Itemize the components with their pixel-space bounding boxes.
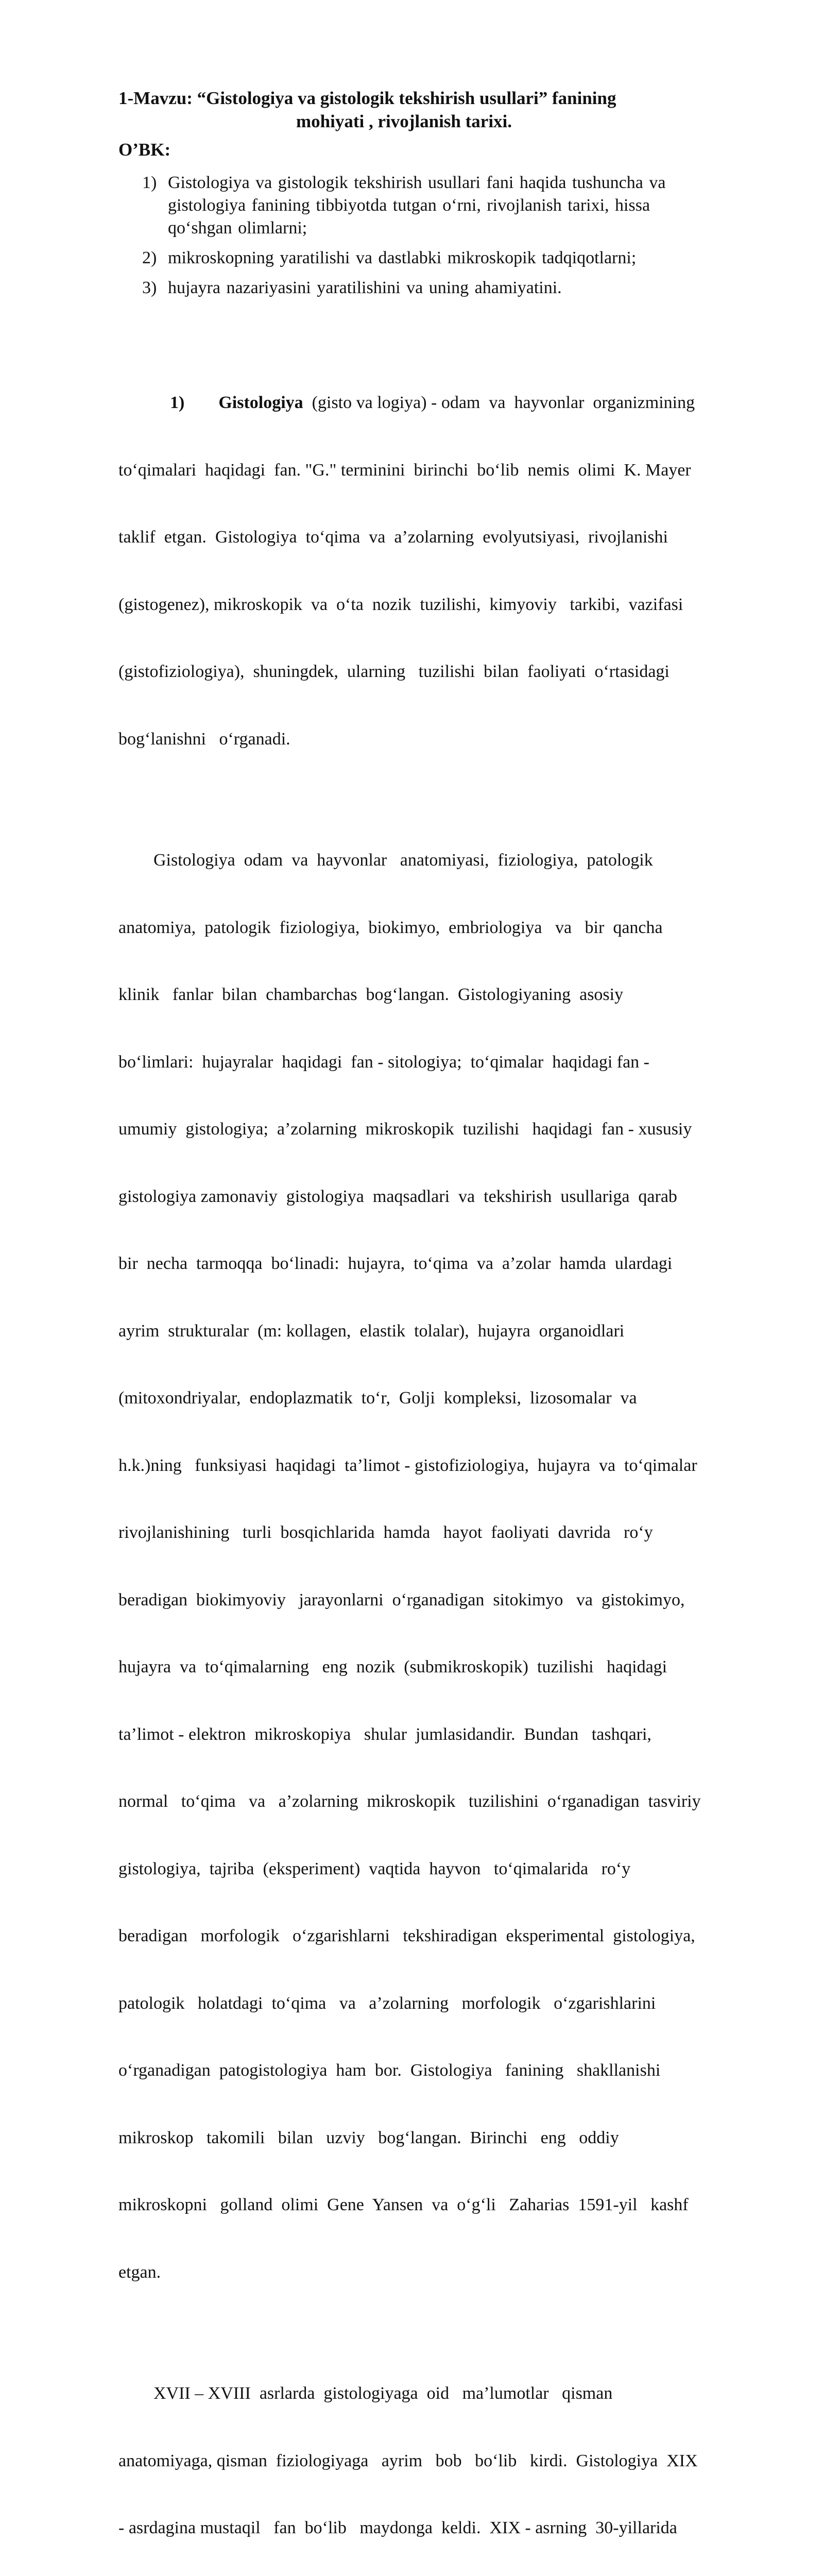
paragraph-line: anatomiyaga, qisman fiziologiyaga ayrim bob bo‘lib kirdi. Gistologiya XIX (118, 2451, 698, 2470)
paragraph-line: beradigan biokimyoviy jarayonlarni o‘rganadigan sitokimyo va gistokimyo, (118, 1590, 685, 1609)
paragraph-line: gistologiya, tajriba (eksperiment) vaqtida hayvon to‘qimalarida ro‘y (118, 1859, 631, 1878)
paragraph-line: taklif etgan. Gistologiya to‘qima va a’zolarning evolyutsiyasi, rivojlanishi (118, 528, 668, 547)
paragraph-line: patologik holatdagi to‘qima va a’zolarning morfologik o‘zgarishlarini (118, 1993, 656, 2013)
paragraph-line-rest: (gisto va logiya) - odam va hayvonlar organizmining (303, 393, 695, 412)
paragraph-line: bo‘limlari: hujayralar haqidagi fan - sitologiya; to‘qimalar haqidagi fan - (118, 1052, 650, 1072)
list-item-text: mikroskopning yaratilishi va dastlabki mikroskopik tadqiqotlarni; (168, 248, 637, 267)
list-item (118, 172, 772, 240)
paragraph-line: h.k.)ning funksiyasi haqidagi ta’limot - gistofiziologiya, hujayra va to‘qimalar (118, 1455, 697, 1475)
term-gistologiya: Gistologiya (218, 393, 303, 412)
list-item-text: Gistologiya va gistologik tekshirish usullari fani haqida tushuncha va gistologiya fanining tibbiyotda tutgan o‘rni, rivojlanish tarixi, hissa qo‘shgan olimlarni; (168, 173, 666, 238)
paragraph-line: umumiy gistologiya; a’zolarning mikroskopik tuzilishi haqidagi fan - xususiy (118, 1120, 692, 1139)
paragraph-branches (118, 804, 772, 2328)
paragraph-line: to‘qimalari haqidagi fan. "G." terminini birinchi bo‘lib nemis olimi K. Mayer (118, 460, 691, 480)
list-item (118, 277, 772, 299)
paragraph-line: XVII – XVIII asrlarda gistologiyaga oid ma’lumotlar qisman (118, 2384, 613, 2403)
document-content (118, 87, 772, 2576)
paragraph-line: (gistofiziologiya), shuningdek, ularning tuzilishi bilan faoliyati o‘rtasidagi (118, 662, 670, 681)
paragraph-line: bog‘lanishni o‘rganadi. (118, 729, 290, 749)
paragraph-line: rivojlanishining turli bosqichlarida hamda hayot faoliyati davrida ro‘y (118, 1523, 653, 1542)
paragraph-line: beradigan morfologik o‘zgarishlarni tekshiradigan eksperimental gistologiya, (118, 1926, 695, 1945)
paragraph-line: hujayra va to‘qimalarning eng nozik (submikroskopik) tuzilishi haqidagi (118, 1657, 667, 1676)
paragraph-line: klinik fanlar bilan chambarchas bog‘langan. Gistologiyaning asosiy (118, 985, 624, 1004)
paragraph-line: mikroskop takomili bilan uzviy bog‘langan. Birinchi eng oddiy (118, 2128, 619, 2147)
paragraph-line (118, 392, 772, 414)
objectives-list (118, 172, 772, 299)
paragraph-history (118, 2337, 772, 2576)
section-number: 1) (170, 393, 185, 412)
page-title (118, 87, 772, 133)
title-line-2: mohiyati , rivojlanish tarixi. (296, 111, 512, 131)
paragraph-line: ayrim strukturalar (m: kollagen, elastik tolalar), hujayra organoidlari (118, 1321, 625, 1341)
paragraph-line: ta’limot - elektron mikroskopiya shular jumlasidandir. Bundan tashqari, (118, 1724, 651, 1744)
list-item-number: 3) (142, 278, 157, 297)
list-item-number: 2) (142, 248, 157, 267)
paragraph-line: (gistogenez), mikroskopik va o‘ta nozik tuzilishi, kimyoviy tarkibi, vazifasi (118, 595, 683, 614)
paragraph-line: bir necha tarmoqqa bo‘linadi: hujayra, to‘qima va a’zolar hamda ulardagi (118, 1254, 673, 1273)
paragraph-line: etgan. (118, 2262, 161, 2282)
objectives-heading: O’BK: (118, 140, 171, 160)
paragraph-line: o‘rganadigan patogistologiya ham bor. Gistologiya fanining shakllanishi (118, 2061, 661, 2080)
list-item-text: hujayra nazariyasini yaratilishini va uning ahamiyatini. (168, 278, 562, 297)
paragraph-line: gistologiya zamonaviy gistologiya maqsadlari va tekshirish usullariga qarab (118, 1187, 677, 1206)
list-item (118, 247, 772, 269)
paragraph-line: anatomiya, patologik fiziologiya, biokimyo, embriologiya va bir qancha (118, 918, 663, 937)
paragraph-definition (118, 347, 772, 795)
paragraph-line: - asrdagina mustaqil fan bo‘lib maydonga keldi. XIX - asrning 30-yillarida (118, 2518, 677, 2537)
paragraph-line: mikroskopni golland olimi Gene Yansen va o‘g‘li Zaharias 1591-yil kashf (118, 2195, 689, 2214)
paragraph-line: normal to‘qima va a’zolarning mikroskopik tuzilishini o‘rganadigan tasviriy (118, 1792, 701, 1811)
title-line-1: 1-Mavzu: “Gistologiya va gistologik tekshirish usullari” fanining (118, 88, 616, 108)
list-item-number: 1) (142, 173, 157, 192)
paragraph-line: (mitoxondriyalar, endoplazmatik to‘r, Golji kompleksi, lizosomalar va (118, 1388, 637, 1408)
paragraph-line: Gistologiya odam va hayvonlar anatomiyasi, fiziologiya, patologik (118, 851, 653, 870)
